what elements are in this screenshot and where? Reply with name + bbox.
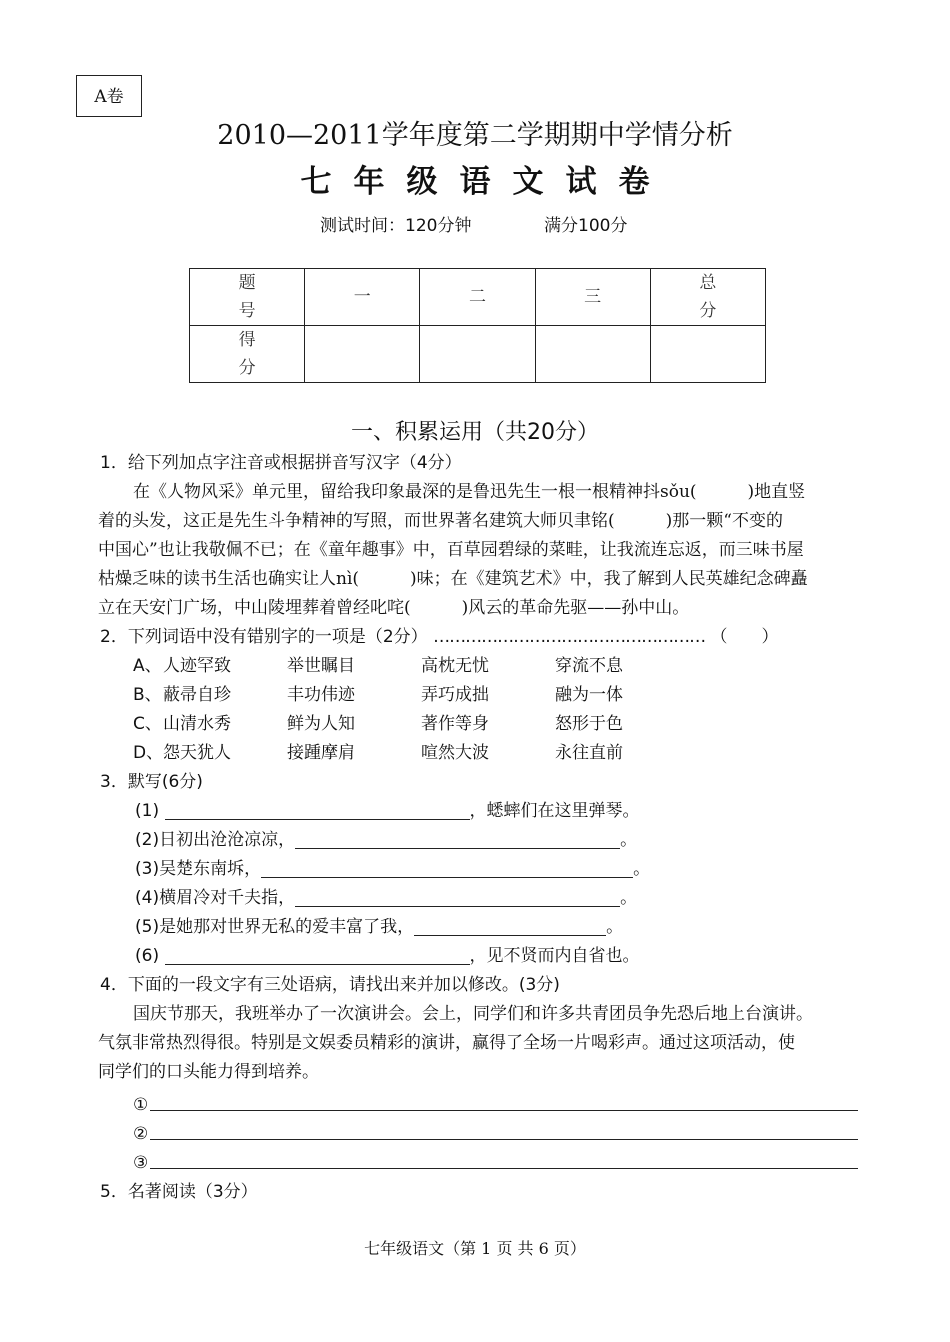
answer-marker-3: ③ [133,1153,149,1173]
full-score: 满分100分 [544,216,628,236]
item-number: (4) [135,888,160,908]
answer-marker-1: ① [133,1095,149,1115]
q3-item-2 [135,826,637,855]
score-header-cell: 总 分 [650,269,765,326]
option-label: C、 [133,714,162,734]
score-table [189,268,766,383]
exam-subtitle: 七年级语文试卷 [300,164,672,200]
page-footer: 七年级语文（第 1 页 共 6 页） [364,1239,586,1258]
option-word: 举世瞩目 [287,656,355,676]
fill-blank[interactable] [295,828,620,849]
option-word: 著作等身 [421,714,489,734]
score-row-label: 得 分 [190,326,305,383]
item-text: 吴楚东南坼， [159,859,262,879]
option-word: 接踵摩肩 [287,743,355,763]
option-word: 人迹罕致 [163,656,231,676]
question-number: 4． [100,975,128,995]
section-1-title: 一、积累运用（共20分） [351,420,599,445]
item-text: 横眉冷对千夫指， [159,888,296,908]
question-number: 2． [100,627,128,647]
exam-time: 测试时间：120分钟 [320,216,472,236]
score-header-cell: 二 [420,269,535,326]
fill-blank[interactable] [261,857,633,878]
item-number: (6) [135,946,160,966]
q4-passage-line: 国庆节那天，我班举办了一次演讲会。会上，同学们和许多共青团员争先恐后地上台演讲。 [133,1004,813,1024]
leader-dots: …………………………………………… [433,627,706,647]
exam-title: 2010—2011学年度第二学期期中学情分析 [217,120,733,151]
paper-version-box: A卷 [76,75,142,117]
score-table-score-row [190,326,766,383]
score-table-header-row [190,269,766,326]
item-number: (2) [135,830,160,850]
q2-option-a [133,652,623,681]
option-label: B、 [133,685,162,705]
question-stem: 下列词语中没有错别字的一项是（2分） [127,627,428,647]
q1-passage-line: 着的头发，这正是先生斗争精神的写照，而世界著名建筑大师贝聿铭( )那一颗“不变的 [98,511,783,531]
question-stem: 默写(6分) [127,772,203,792]
question-number: 3． [100,772,128,792]
option-word: 山清水秀 [163,714,231,734]
question-3 [100,768,203,797]
fill-blank[interactable] [414,915,606,936]
question-number: 1． [100,453,128,473]
fill-blank[interactable] [165,944,470,965]
score-cell[interactable] [305,326,420,383]
q2-option-b [133,681,623,710]
q3-item-5 [135,913,623,942]
question-4 [100,971,560,1000]
item-text: 。 [620,888,638,908]
option-word: 蔽帚自珍 [163,685,231,705]
q2-option-c [133,710,623,739]
option-label: A、 [133,656,162,676]
question-number: 5． [100,1182,128,1202]
answer-marker-2: ② [133,1124,149,1144]
score-cell[interactable] [420,326,535,383]
option-word: 怒形于色 [555,714,623,734]
option-word: 弄巧成拙 [421,685,489,705]
fill-blank[interactable] [295,886,620,907]
score-cell[interactable] [650,326,765,383]
score-header-cell: 题 号 [190,269,305,326]
q1-passage-line: 中国心”也让我敬佩不已；在《童年趣事》中，百草园碧绿的菜畦，让我流连忘返，而三味书屋 [98,540,804,560]
answer-line-3[interactable] [150,1168,858,1169]
question-5 [100,1178,258,1207]
item-text: 。 [606,917,624,937]
item-number: (1) [135,801,160,821]
q3-item-1 [135,797,640,826]
option-word: 穿流不息 [555,656,623,676]
q2-option-d [133,739,623,768]
option-word: 高枕无忧 [421,656,489,676]
item-number: (3) [135,859,160,879]
score-cell[interactable] [535,326,650,383]
score-header-cell: 三 [535,269,650,326]
option-word: 永往直前 [555,743,623,763]
q1-passage-line: 在《人物风采》单元里，留给我印象最深的是鲁迅先生一根一根精神抖sǒu( )地直竖 [133,482,806,502]
answer-line-1[interactable] [150,1110,858,1111]
option-word: 融为一体 [555,685,623,705]
question-1 [100,449,462,478]
item-text: ，见不贤而内自省也。 [469,946,640,966]
option-word: 丰功伟迹 [287,685,355,705]
q4-passage-line: 同学们的口头能力得到培养。 [98,1062,319,1082]
option-word: 鲜为人知 [287,714,355,734]
q4-passage-line: 气氛非常热烈得很。特别是文娱委员精彩的演讲，赢得了全场一片喝彩声。通过这项活动，使 [98,1033,795,1053]
answer-paren[interactable]: （ ） [710,627,779,647]
item-text: 日初出沧沧凉凉， [159,830,296,850]
option-word: 怨天犹人 [163,743,231,763]
q3-item-3 [135,855,650,884]
q1-passage-line: 立在天安门广场，中山陵埋葬着曾经叱咤( )风云的革命先驱——孙中山。 [98,598,690,618]
item-number: (5) [135,917,160,937]
question-stem: 下面的一段文字有三处语病，请找出来并加以修改。(3分) [127,975,560,995]
score-header-cell: 一 [305,269,420,326]
q1-passage-line: 枯燥乏味的读书生活也确实让人nì( )味；在《建筑艺术》中，我了解到人民英雄纪念碑矗 [98,569,808,589]
question-stem: 给下列加点字注音或根据拼音写汉字（4分） [127,453,462,473]
question-stem: 名著阅读（3分） [127,1182,258,1202]
q3-item-6 [135,942,640,971]
q3-item-4 [135,884,637,913]
option-word: 喧然大波 [421,743,489,763]
item-text: 。 [620,830,638,850]
item-text: 是她那对世界无私的爱丰富了我， [159,917,415,937]
option-label: D、 [133,743,164,763]
item-text: ，蟋蟀们在这里弹琴。 [469,801,640,821]
fill-blank[interactable] [165,799,470,820]
answer-line-2[interactable] [150,1139,858,1140]
question-2 [100,623,778,652]
item-text: 。 [633,859,651,879]
